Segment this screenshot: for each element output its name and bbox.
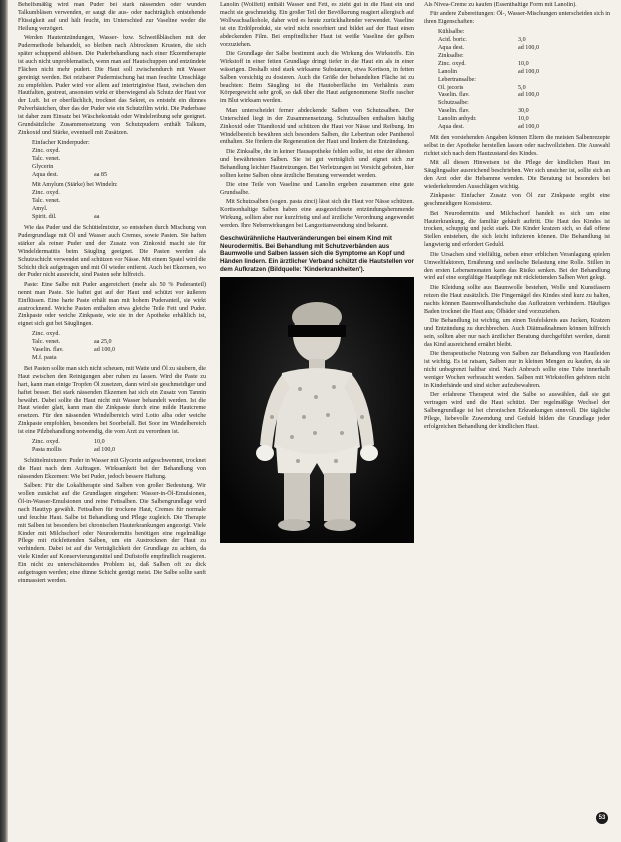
ingredient-amount [94, 206, 154, 214]
ingredient-name: Lanolin anhydr. [438, 116, 477, 123]
child-photo [220, 277, 414, 543]
paragraph: Mit den vorstehenden Angaben können Eltern die meisten Salbenrezepte selbst in der Apotheke herstellen lassen oder nachvollziehen. Die Auswahl richtet sich nach dem Hautzustand des Kindes. [424, 135, 610, 157]
ingredient-amount: 10,0 [518, 60, 529, 67]
ingredient-name: Zinc. oxyd. [32, 331, 60, 338]
recipe-block [438, 29, 610, 132]
ingredient-name: Aqua dest. [438, 124, 465, 131]
ingredient-amount: 30,0 [518, 108, 529, 115]
ingredient-amount: ad 100,0 [94, 446, 115, 453]
child-figure-illustration [220, 277, 414, 543]
ingredient-name: M.f. pasta [32, 354, 57, 361]
ingredient-amount [94, 148, 154, 156]
ingredient-name: Talc. venet. [32, 339, 61, 346]
ingredient-amount: ad 100,0 [94, 347, 115, 354]
ingredient-name: Aqua dest. [438, 45, 465, 52]
recipe-label: Zinksalbe: [438, 52, 464, 59]
ingredient-amount [94, 164, 154, 172]
ingredient-amount: 10,0 [518, 116, 529, 123]
paragraph: Der erfahrene Therapeut wird die Salbe so auswählen, daß sie gut vertragen wird und die Haut schützt. Der regelmäßige Wechsel der Salbengrundlage ist bei chronischen Erkrankungen sinnvoll. Die tägliche Pflege, liebevolle Zuwendung und Geduld bilden die Grundlage jeder erfolgreichen Behandlung der kindlichen Haut. [424, 392, 610, 430]
paragraph: Mit Schutzsalben (sogen. pasta zinci) lässt sich die Haut vor Nässe schützen. Kortisonhaltige Salben haben eine ausgezeichnete entzündungshemmende Wirkung, sollten aber nur kurzfristig und auf ärztliche Verordnung angewendet werden. Ihre Nebenwirkungen bei Langzeitanwendung sind bekannt. [220, 199, 414, 229]
ingredient-name: Lanolin [438, 68, 457, 75]
ingredient-name: Zinc. oxyd. [32, 439, 60, 446]
ingredient-amount: 3,0 [518, 37, 526, 44]
ingredient-amount: aa 25,0 [94, 339, 112, 346]
recipe-label: Lebertransalbe: [438, 76, 476, 83]
paragraph: Die Kleidung sollte aus Baumwolle bestehen, Wolle und Kunstfasern reizen die Haut zusätzlich. Die Fingernägel des Kindes sind kurz zu halten, nachts können Baumwollhandschuhe das Aufkratzen verhindern. Häufiges Baden trocknet die Haut aus; Ölbäder sind vorzuziehen. [424, 284, 610, 315]
recipe-block [32, 182, 206, 222]
ingredient-amount [94, 198, 154, 206]
ingredient-name: Talc. venet. [32, 198, 61, 205]
recipe-label: Einfacher Kinderpuder: [32, 139, 90, 146]
ingredient-name: Talc. venet. [32, 155, 61, 162]
paragraph: Werden Hautentzündungen, Wasser- bzw. Schweißbläschen mit der Pudermethode behandelt, so bleiben nach Abtrocknen Krusten, die sich später schuppend ablösen. Die Puderbehandlung nach einer Ekzemtherapie ist auch nicht unproblematisch, wenn man auf Hautschuppen und entzündete Flächen nicht mehr pudert. Die Haut soll zwischendurch mit Wasser gereinigt werden. Bei reizbarer Pudermischung hat man feuchte Umschläge zu empfehlen. Puder wird vor allem auf intertriginöse Haut, zwischen den Hautfalten, gestreut, ansonsten wirkt er überwiegend als Schutz der Haut vor der Luft. Ist er oberflächlich, trocknet das Sekret, es entsteht ein dünnes Pulverhäutchen, über das der Puder wie ein Schutzfilm wirkt. Die Puderbase ist daher zum Einsatz bei Wäschekontakt oder Windelreibung sehr geeignet. Grundsätzliche Zusammensetzung von Schutzpudern enthält Talkum, Zinkoxid und Stärke, eventuell mit Zusätzen. [18, 35, 206, 136]
recipe-label: Schutzsalbe: [438, 100, 469, 107]
ingredient-amount: 10,0 [94, 439, 105, 446]
paragraph: Wie das Puder und die Schüttelmixtur, so entstehen durch Mischung von Pudergrundlage mit Öl und Wasser auch Cremes, sowie Pasten. Sie haften stärker als reiner Puder und der Zusatz von Zinkoxid macht sie für Windeldermatitis beim Säugling geeignet. Die Pasten werden als Schutzschicht verwendet und schützen vor Nässe. Mit einem Spatel wird die Schicht dick aufgetragen und mit Öl wieder entfernt. Auch bei Ekzemen, wo der Puder nicht ausreicht, sind Pasten sehr hilfreich. [18, 224, 206, 279]
paragraph: Bei Pasten sollte man sich nicht scheuen, mit Watte und Öl zu säubern, die Haut zwischen den Reinigungen aber ruhen zu lassen. Wird die Paste zu hart, kann man einige Tropfen Öl zusetzen, dann wird sie geschmeidiger und haftet besser. Bei stark nässenden Ekzemen hat sich ein Zusatz von Tannin bewährt. Dabei sollte die Haut nicht mit Wasser behandelt werden. Ist die Haut wieder glatt, kann man die Zinkpaste durch eine milde Hautcreme ersetzen. Für den nässenden Windelbereich wird Lotio alba oder weiche Zinkpaste empfohlen, besonders bei Soorbefall. Bei Soor im Windelbereich ist eine Pilzbehandlung notwendig, die vom Arzt zu verordnen ist. [18, 365, 206, 436]
ingredient-amount: ad 100,0 [518, 45, 539, 52]
ingredient-name: Zinc. oxyd. [438, 60, 466, 67]
paragraph: Paste: Eine Salbe mit Puder angereichert (mehr als 50 % Puderanteil) nennt man Paste. Sie haftet gut auf der Haut und schützt vor äußeren Einflüssen. Eine harte Paste erhält man mit hohem Puderanteil, sie wirkt austrocknend. Weiche Pasten enthalten etwa gleiche Teile Fett und Puder. Zinkpaste oder weiche Zinkpaste, wie sie in der Apotheke erhältlich ist, eignet sich gut bei Säuglingen. [18, 281, 206, 328]
page [8, 2, 612, 834]
ingredient-amount: ad 100,0 [518, 68, 539, 75]
paragraph: Bei Neurodermitis und Milchschorf handelt es sich um eine Hauterkrankung, die familiär gehäuft auftritt. Die Haut des Kindes ist trocken, schuppig und juckt stark. Die Kinder kratzen sich, so daß offene Stellen entstehen, die sich leicht infizieren können. Die Behandlung ist langwierig und erfordert Geduld. [424, 210, 610, 249]
ingredient-amount: ad 100,0 [518, 124, 539, 131]
ingredient-amount: ad 100,0 [518, 92, 539, 99]
paragraph: Als Nivea-Creme zu kaufen (Essenthaltige Form mit Lanolin). [424, 2, 577, 8]
paragraph: Die Behandlung ist wichtig, um einen Teufelskreis aus Jucken, Kratzen und Entzündung zu durchbrechen. Auch Diätmaßnahmen können hilfreich sein, sollten aber nur nach ärztlicher Beratung durchgeführt werden, damit das Kind ausreichend ernährt bleibt. [424, 317, 610, 348]
paragraph: Man unterscheidet ferner abdeckende Salben von Schutzsalben. Der Unterschied liegt in der Zusammensetzung. Schutzsalben enthalten häufig Zinkoxid oder Titandioxid und schützen die Haut vor Nässe und Reibung. Im Windelbereich bewähren sich besonders Salben, die Lebertran oder Panthenol enthalten. Sie fördern die Regeneration der Haut und lindern die Entzündung. [220, 107, 414, 146]
paragraph: Für andere Zubereitungen: Öl-, Wasser-Mischungen unterscheiden sich in ihren Eigenschaften: [424, 11, 610, 26]
recipe-block [32, 439, 206, 455]
text-column-middle [220, 2, 414, 834]
page-number: 53 [596, 812, 608, 824]
text-column-right [424, 2, 610, 834]
ingredient-name: Aqua dest. [32, 171, 59, 178]
recipe-block [32, 331, 206, 363]
ingredient-amount [94, 190, 154, 198]
ingredient-amount [94, 331, 154, 339]
recipe-label: Kühlsalbe: [438, 29, 465, 36]
recipe-block [32, 140, 206, 180]
recipe-label: Mit Amylum (Stärke) bei Windeln: [32, 182, 118, 189]
paragraph: Die Ursachen sind vielfältig, neben einer erblichen Veranlagung spielen Umweltfaktoren, Ernährung und seelische Belastung eine Rolle. Stillen in den ersten Lebensmonaten kann das Risiko senken. Bei der Behandlung wird auf eine sorgfältige Hautpflege mit rückfettenden Salben Wert gelegt. [424, 251, 610, 282]
privacy-bar [288, 325, 346, 337]
figure-caption: Geschwürähnliche Hautveränderungen bei einem Kind mit Neurodermitis. Bei Behandlung mit Schutzverbänden aus Baumwolle und Salben lassen sich die Symptome an Kopf und Händen lindern. Ein ärztlicher Verband schützt die Hautstellen vor dem Aufkratzen (Bildquelle: 'Kinderkrankheiten'). [220, 234, 414, 273]
ingredient-name: Ol. jecoris [438, 84, 464, 91]
paragraph: Zinkpaste: Einfacher Zusatz von Öl zur Zinkpaste ergibt eine geschmeidigere Konsistenz. [424, 193, 610, 208]
ingredient-name: Zinc. oxyd. [32, 190, 60, 197]
ingredient-name: Spirit. dil. [32, 214, 57, 221]
paragraph: Die Grundlage der Salbe bestimmt auch die Wirkung des Wirkstoffs. Ein Wirkstoff in einer fetten Grundlage dringt tiefer in die Haut ein als in einer wässrigen. Deshalb sind stark wirksame Substanzen, etwa Kortison, in fetten Salben vorsichtig zu dosieren. Auch die Größe der behandelten Fläche ist zu beachten: Beim Säugling ist die Hautoberfläche im Verhältnis zum Körpergewicht sehr groß, so daß über die Haut aufgenommene Stoffe rascher im Blut wirksam werden. [220, 50, 414, 105]
ingredient-amount: aa [94, 214, 100, 221]
paragraph: Mit all diesen Hinweisen ist die Pflege der kindlichen Haut im Säuglingsalter ausreichend beschrieben. Wer sich unsicher ist, sollte sich an den Arzt oder die Hebamme wenden. Die Beratung ist besonders bei wiederkehrenden Ausschlägen wichtig. [424, 160, 610, 190]
paragraph: Die eine Teile von Vaseline und Lanolin ergeben zusammen eine gute Grundsalbe. [220, 181, 414, 196]
paragraph: Die Zinksalbe, die in keiner Hausapotheke fehlen sollte, ist eine der ältesten und bewährtesten Salben. Sie ist gut verträglich und eignet sich zur Behandlung leichter Hautreizungen. Bei Verletzungen ist Vorsicht geboten, hier sollten keine Salben ohne ärztliche Beratung verwendet werden. [220, 148, 414, 179]
ingredient-name: Acid. boric. [438, 37, 467, 44]
paragraph: Schüttelmixturen: Puder in Wasser mit Glycerin aufgeschwemmt, trocknet die Haut nach dem Auftragen. Wirksamkeit bei der Behandlung von nässenden Ekzemen: Wie bei Puder, jedoch bessere Haftung. [18, 457, 206, 480]
ingredient-amount [94, 156, 154, 164]
ingredient-name: Zinc. oxyd. [32, 147, 60, 154]
ingredient-name: Vaselin. flav. [438, 108, 470, 115]
paragraph: Behelfsmäßig wird man Puder bei stark nässenden oder wunden Talkumbläsen verwenden, er saugt die aus- oder nachträglich entstehende Flüssigkeit auf und hält feucht, im Unterschied zur Vaseline weder die Heilung verzögert. [18, 2, 206, 32]
paragraph: Lanolin (Wollfett) enthält Wasser und Fett, es zieht gut in die Haut ein und macht sie geschmeidig. Ein großer Teil der Bevölkerung reagiert allergisch auf Wollwachsalkohole, daher wird es heute zurückhaltender verwendet. Vaseline ist ein Erdölprodukt, sie wird nicht resorbiert und bildet auf der Haut einen abdeckenden Film. Bei empfindlicher Haut ist weiße Vaseline der gelben vorzuziehen. [220, 2, 414, 48]
book-binding-edge [0, 0, 8, 842]
ingredient-amount: 5,0 [518, 84, 526, 91]
paragraph: Salben: Für die Lokaltherapie sind Salben von großer Bedeutung. Wir wollen zunächst auf die Grundlagen eingehen: Wasser-in-Öl-Emulsionen, Öl-in-Wasser-Emulsionen und reine Fettsalben. Die Salbengrundlage wird nach Hauttyp gewählt. Fettsalben für trockene Haut, Cremes für normale und feuchte Haut. Salbe ist Behandlung und Pflege zugleich. Die Therapie mit Salben ist besonders bei chronischen Hauterkrankungen angezeigt. Viele Kinder mit Milchschorf oder Neurodermitis benötigen eine regelmäßige Pflege mit rückfettenden Salben, um ein Austrocknen der Haut zu verhindern. Dabei ist auf die Verträglichkeit der Grundlage zu achten, da viele Kinder auf Konservierungsmittel und Duftstoffe empfindlich reagieren. Ein nicht zu unterschätzendes Problem ist, daß Salben oft zu dick aufgetragen werden; eine dünne Schicht genügt meist. Die Salbe sollte sanft einmassiert werden. [18, 483, 206, 584]
ingredient-amount [94, 355, 154, 363]
text-column-left [18, 2, 206, 834]
ingredient-name: Vaselin. flav. [32, 347, 64, 354]
ingredient-amount: aa 85 [94, 171, 108, 178]
ingredient-name: Pasta mollis [32, 446, 62, 453]
ingredient-name: Amyl. [32, 206, 48, 213]
ingredient-name: Glycerin [32, 163, 54, 170]
ingredient-name: Vaselin. flav. [438, 92, 470, 99]
paragraph: Die therapeutische Nutzung von Salben zur Behandlung von Hautleiden ist wichtig. Es ist ratsam, Salben nur in kleinen Mengen zu kaufen, da sie nicht unbegrenzt haltbar sind. Nach Anbruch sollte eine Tube innerhalb weniger Wochen verbraucht werden. Salben mit Wirkstoffen gehören nicht in Kinderhände und sind sicher aufzubewahren. [424, 351, 610, 389]
